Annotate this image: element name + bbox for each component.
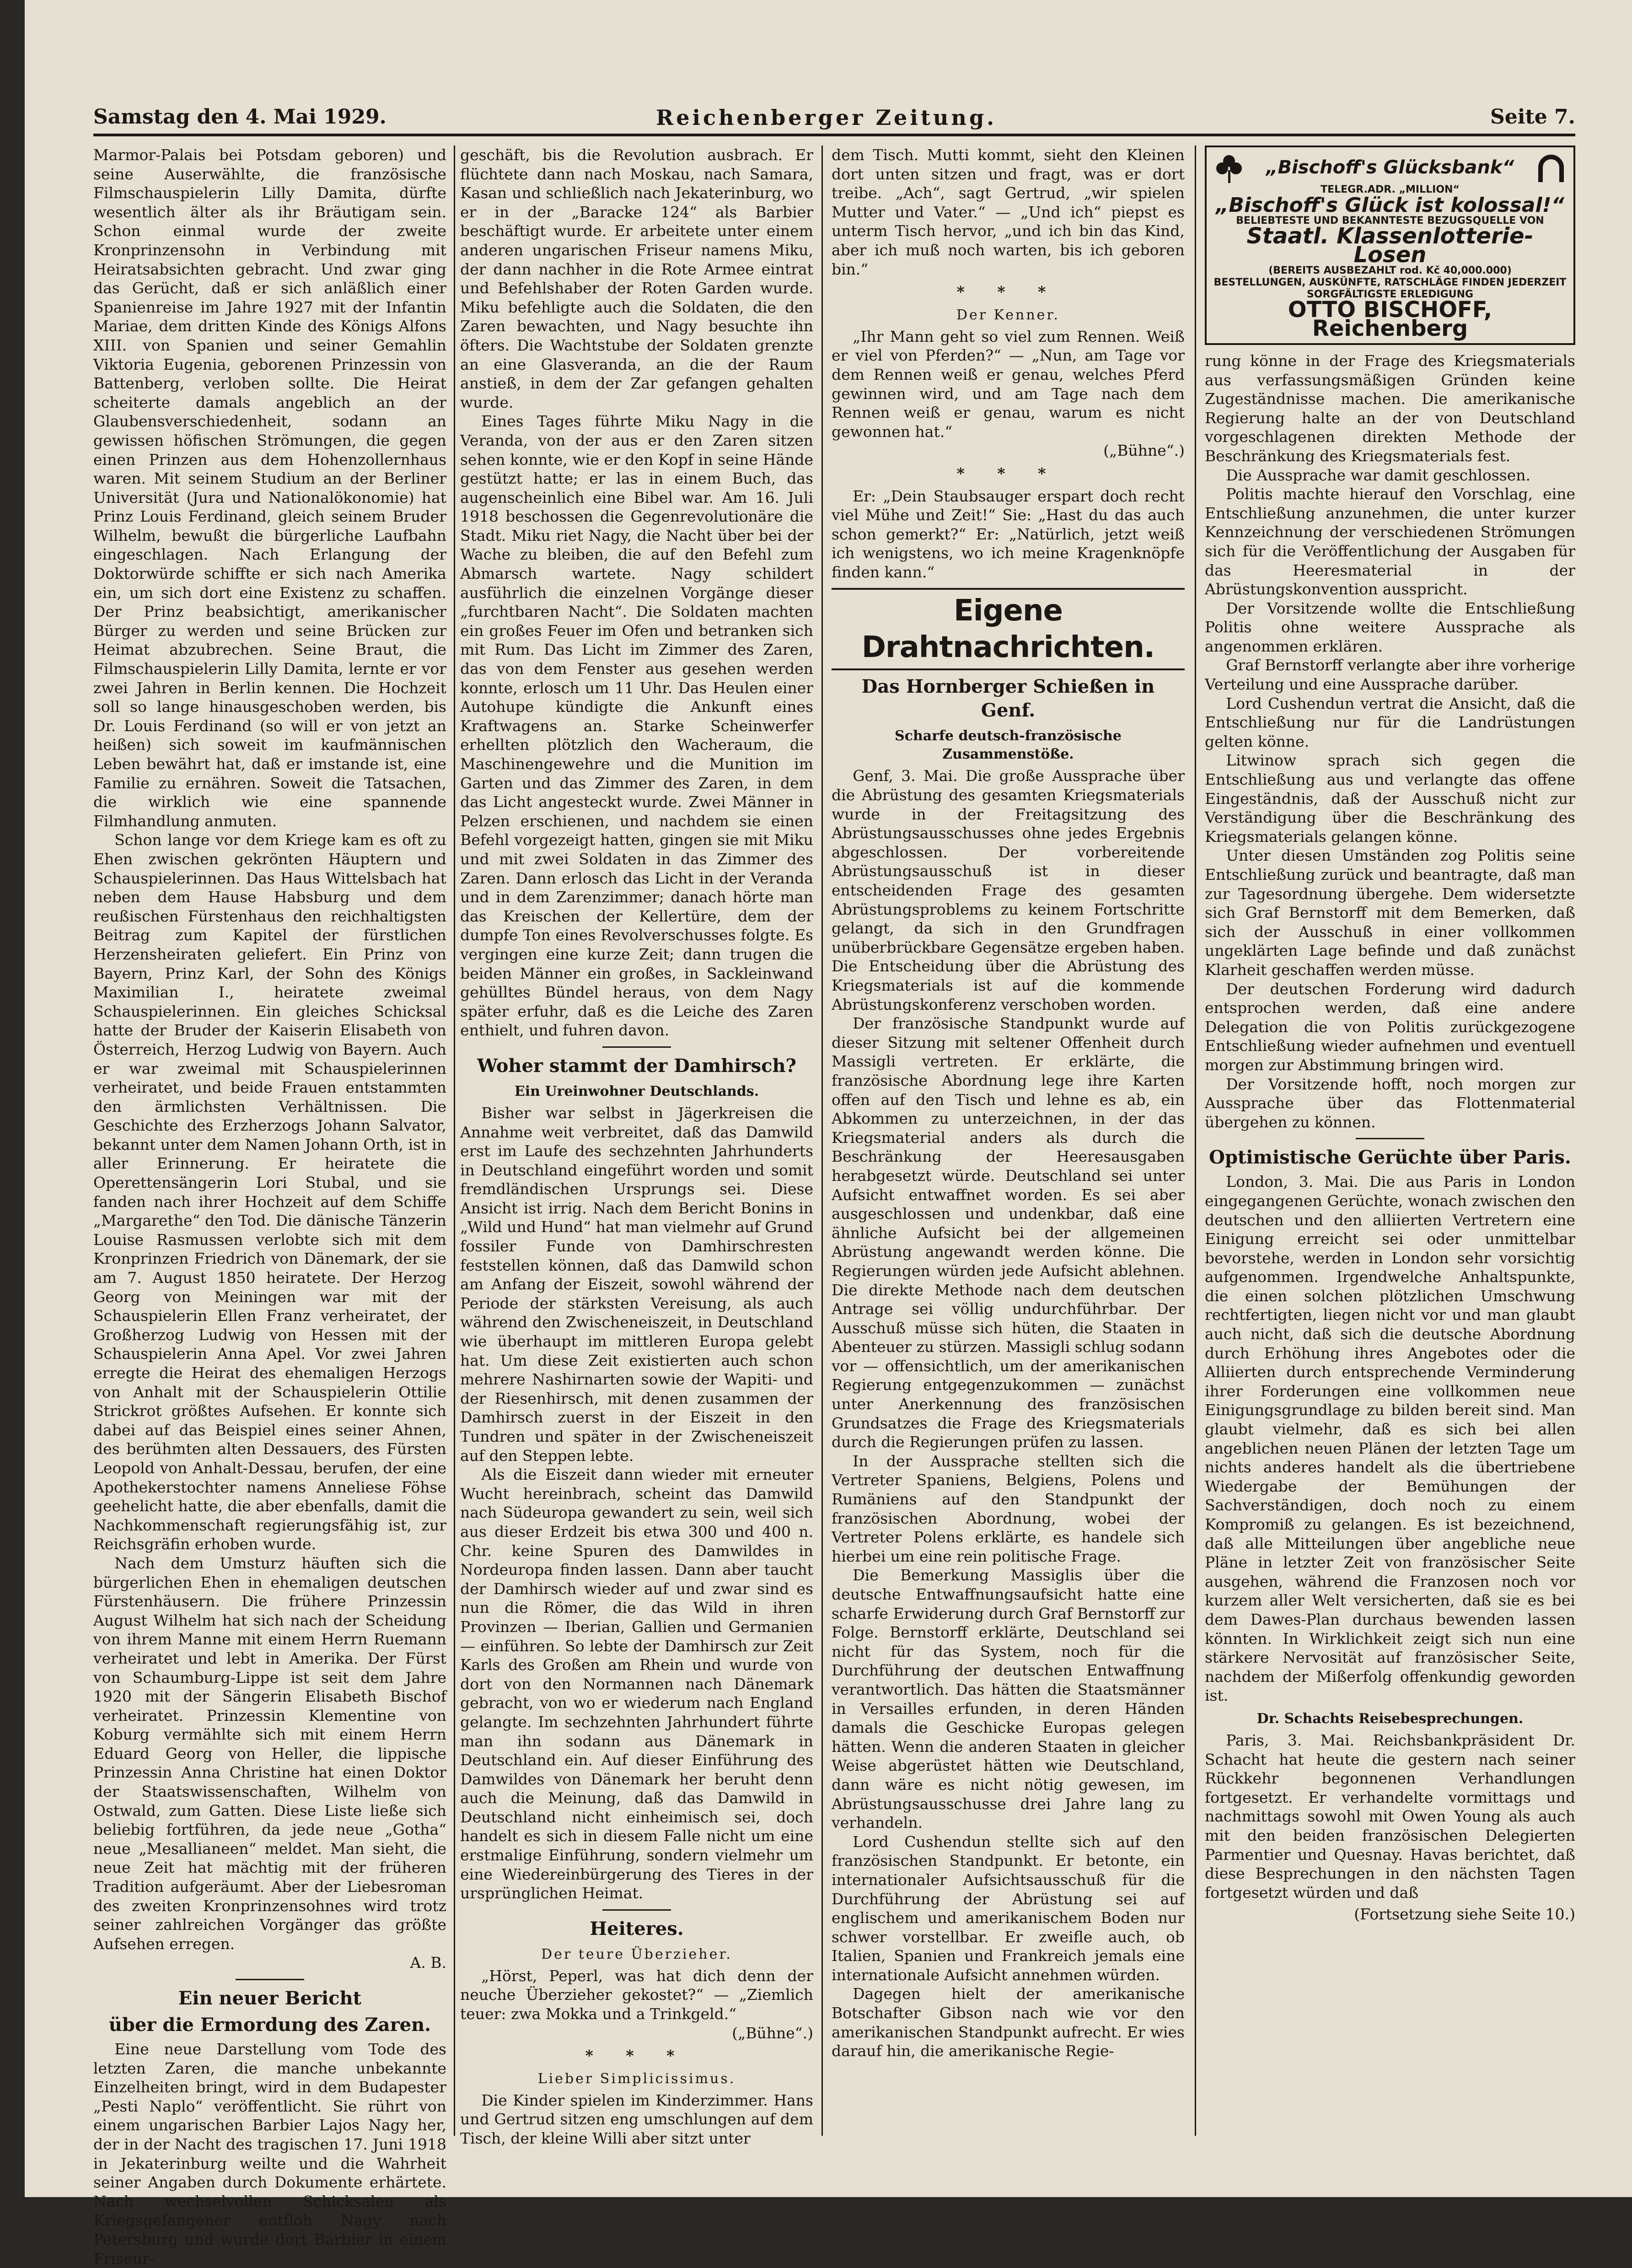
article-paragraph: Als die Eiszeit dann wieder mit erneuter Wucht hereinbrach, scheint das Damwild nach Südeuropa gewandert zu sein, weil sich aus dieser Erdzeit bis etwa 300 und 400 n. Chr. keine Spuren des Damwildes in Nordeuropa finden lassen. Dann aber taucht der Damhirsch wieder auf und zwar sind es nun die Römer, die das Wild in ihren Provinzen — Iberian, Gallien und Germanien — einführen. So lebte der Damhirsch zur Zeit Karls des Großen am Rhein und wurde von dort von den Normannen nach Dänemark gebracht, von wo er wiederum nach England gelangte. Im sechzehnten Jahrhundert führte man ihn sodann aus Dänemark in Deutschland ein. Auf dieser Einführung des Damwildes von Dänemark her beruht denn auch die Meinung, daß das Damwild in Deutschland nicht einheimisch sei, doch handelt es sich in diesem Falle nicht um eine erstmalige Einführung, sondern vielmehr um eine Wiedereinbürgerung des Tieres in der ursprünglichen Heimat. bbox=[460, 1465, 813, 1902]
article-paragraph: Er: „Dein Staubsauger erspart doch recht viel Mühe und Zeit!“ Sie: „Hast du das auch schon gemerkt?“ Er: „Natürlich, jetzt weiß ich wenigstens, wo ich meine Kragenknöpfe finden kann.“ bbox=[832, 487, 1185, 581]
article-paragraph: Graf Bernstorff verlangte aber ihre vorherige Verteilung und eine Aussprache darüber. bbox=[1205, 656, 1575, 694]
article-paragraph: rung könne in der Frage des Kriegsmaterials aus verfassungsmäßigen Gründen keine Zugeständnisse machen. Die amerikanische Regierung halte an der von Deutschland vorgeschlagenen direkten Methode der Beschränkung des Kriegsmaterials fest. bbox=[1205, 351, 1575, 465]
ad-text: BELIEBTESTE UND BEKANNTESTE BEZUGSQUELLE VON bbox=[1236, 215, 1544, 226]
article-paragraph: Nach dem Umsturz häuften sich die bürgerlichen Ehen in ehemaligen deutschen Fürstenhäusern. Die frühere Prinzessin August Wilhelm hat sich nach der Scheidung von ihrem Manne mit einem Herrn Ruemann verheiratet und lebt in Amerika. Der Fürst von Schaumburg-Lippe ist seit dem Jahre 1920 mit der Sängerin Elisabeth Bischof verheiratet. Prinzessin Klementine von Koburg vermählte sich mit einem Herrn Eduard Georg von Heller, die lippische Prinzessin Anna Christine hat einen Doktor der Staatswissenschaften, Wilhelm von Ostwald, zum Gatten. Diese Liste ließe sich beliebig fortführen, da jede neue „Gotha“ neue „Mesallianeen“ meldet. Man sieht, die neue Zeit hat mächtig mit der früheren Tradition aufgeräumt. Aber der Liebesroman des zweiten Kronprinzensohnes wird trotz seiner zahlreichen Vorgänger das größte Aufsehen erregen. bbox=[93, 1554, 446, 1953]
issue-date: Samstag den 4. Mai 1929. bbox=[93, 105, 387, 129]
source-credit: („Bühne“.) bbox=[1103, 442, 1185, 460]
article-headline: Das Hornberger Schießen in Genf. bbox=[861, 676, 1155, 722]
masthead bbox=[93, 105, 1575, 133]
article-subheadline: Dr. Schachts Reisebesprechungen. bbox=[1256, 1710, 1524, 1727]
ad-product: Staatl. Klassenlotterie-Losen bbox=[1246, 223, 1534, 268]
article-paragraph: Der deutschen Forderung wird dadurch entsprochen werden, daß eine andere Delegation die von Politis zurückgezogene Entschließung wieder aufnehmen und eventuell morgen zur Abstimmung bringen wird. bbox=[1205, 980, 1575, 1074]
article-paragraph: Die Kinder spielen im Kinderzimmer. Hans und Gertrud sitzen eng umschlungen auf dem Tisch, der kleine Willi aber sitzt unter bbox=[460, 2091, 813, 2147]
article-paragraph: Litwinow sprach sich gegen die Entschließung aus und verlangte das offene Eingeständnis, daß der Ausschuß nicht zur Verständigung über die Beschränkung des Kriegsmaterials gelangen könne. bbox=[1205, 751, 1575, 846]
article-paragraph: Der französische Standpunkt wurde auf dieser Sitzung mit seltener Offenheit durch Massigli vertreten. Er erklärte, die französische Abordnung lege ihre Karten offen auf den Tisch und lehne es ab, ein Abkommen zu unterzeichnen, in der das Kriegsmaterial anders als durch die Beschränkung der Heeresausgaben herabgesetzt würde. Deutschland sei unter Aufsicht entwaffnet worden. Es sei aber ausgeschlossen und undenkbar, daß eine ähnliche Aufsicht bei der allgemeinen Abrüstung angewandt werden könne. Die Regierungen würden jede Aufsicht ablehnen. Die direkte Methode nach dem deutschen Antrage sei völlig undurchführbar. Der Ausschuß müsse sich hüten, die Staaten in Abenteuer zu stürzen. Massigli schlug sodann vor — offensichtlich, um der amerikanischen Regierung entgegenzukommen — zunächst unter Anerkennung des französischen Grundsatzes die Frage des Kriegsmaterials durch die Regierungen prüfen zu lassen. bbox=[832, 1014, 1185, 1451]
article-paragraph: Dagegen hielt der amerikanische Botschafter Gibson nach wie vor den amerikanischen Standpunkt aufrecht. Er wies darauf hin, die amerikanische Regie- bbox=[832, 1985, 1185, 2060]
page-number: Seite 7. bbox=[1490, 105, 1575, 129]
article-subheadline: Scharfe deutsch-französische Zusammenstöße. bbox=[895, 728, 1122, 763]
article-paragraph: Bisher war selbst in Jägerkreisen die Annahme weit verbreitet, daß das Damwild erst im Laufe des sechzehnten Jahrhunderts in Deutschland eingeführt worden und somit fremdländischen Ursprungs sei. Diese Ansicht ist irrig. Nach dem Bericht Bonins in „Wild und Hund“ hat man vielmehr auf Grund fossiler Funde von Damhirschresten feststellen können, daß das Damwild schon am Anfang der Eiszeit, sowohl während der Periode der stärksten Vereisung, als auch während den Zwischeneiszeit, in Deutschland wie überhaupt im mittleren Europa gelebt hat. Um diese Zeit existierten auch schon mehrere Nashirnarten sowie der Wapiti- und der Riesenhirsch, mit denen zusammen der Damhirsch zuerst in der Eiszeit in den Tundren und später in der Zwischeneiszeit auf den Steppen lebte. bbox=[460, 1104, 813, 1465]
separator-stars: * * * bbox=[585, 2047, 688, 2065]
article-paragraph: Politis machte hierauf den Vorschlag, eine Entschließung anzunehmen, die unter kurzer Kennzeichnung der verschiedenen Strömungen sich für die Veröffentlichung der Ausgaben für das Heeresmaterial in der Abrüstungskonvention ausspricht. bbox=[1205, 485, 1575, 598]
continuation-note: (Fortsetzung siehe Seite 10.) bbox=[1354, 1905, 1575, 1923]
article-paragraph: Eine neue Darstellung vom Tode des letzten Zaren, die manche unbekannte Einzelheiten bringt, wird in dem Budapester „Pesti Naplo“ veröffentlicht. Sie rührt von einem ungarischen Barbier Lajos Nagy her, der in der Nacht des tragischen 17. Juni 1918 in Jekaterinburg weilte und die Wahrheit seiner Angaben durch Dokumente erhärtete. Nach wechselvollen Schicksalen als Kriegsgefangener entfloh Nagy nach Petersburg und wurde dort Barbier in einem Friseur- bbox=[93, 2040, 446, 2268]
masthead-rule bbox=[93, 134, 1575, 136]
column-1 bbox=[93, 145, 446, 2268]
article-paragraph: Der Vorsitzende hofft, noch morgen zur Aussprache über das Flottenmaterial übergehen zu können. bbox=[1205, 1075, 1575, 1131]
ad-company: OTTO BISCHOFF, Reichenberg bbox=[1288, 296, 1492, 342]
section-banner: Eigene Drahtnachrichten. bbox=[832, 588, 1185, 670]
ad-slogan: „Bischoff's Glück ist kolossal!“ bbox=[1216, 194, 1564, 217]
source-credit: („Bühne“.) bbox=[732, 2024, 813, 2042]
section-divider bbox=[1356, 1138, 1424, 1139]
section-headline: Heiteres. bbox=[590, 1918, 684, 1939]
ad-text: (BEREITS AUSBEZAHLT rod. Kč 40,000.000) bbox=[1268, 264, 1512, 276]
column-4 bbox=[1205, 145, 1575, 2136]
section-divider bbox=[236, 1979, 304, 1980]
article-paragraph: Paris, 3. Mai. Reichsbankpräsident Dr. Schacht hat heute die gestern nach seiner Rückkehr begonnenen Verhandlungen fortgesetzt. Er verhandelte vormittags und nachmittags sowohl mit Owen Young als auch mit den beiden französischen Delegierten Parmentier und Quesnay. Havas berichtet, daß diese Besprechungen in den nächsten Tagen fortgesetzt würden und daß bbox=[1205, 1731, 1575, 1902]
article-paragraph: Die Aussprache war damit geschlossen. bbox=[1226, 466, 1530, 484]
section-divider bbox=[602, 1046, 671, 1048]
ad-telegram: TELEGR.ADR. „MILLION“ bbox=[1321, 184, 1460, 195]
column-rule bbox=[821, 145, 823, 2136]
newspaper-title: Reichenberger Zeitung. bbox=[656, 105, 997, 130]
anecdote-title: Lieber Simplicissimus. bbox=[537, 2070, 736, 2087]
anecdote-title: Der Kenner. bbox=[956, 307, 1060, 323]
article-paragraph: „Ihr Mann geht so viel zum Rennen. Weiß er viel von Pferden?“ — „Nun, am Tage vor dem Rennen weiß er genau, welches Pferd gewinnen wird, und am Tage nach dem Rennen weiß er genau, warum es nicht gewonnen hat.“ bbox=[832, 327, 1185, 441]
article-headline: Optimistische Gerüchte über Paris. bbox=[1209, 1147, 1571, 1169]
article-paragraph: Genf, 3. Mai. Die große Aussprache über die Abrüstung des gesamten Kriegsmaterials wurde in der Freitagsitzung des Abrüstungsausschusses ohne jedes Ergebnis abgeschlossen. Der vorbereitende Abrüstungsausschuß ist in dieser entscheidenden Frage des gesamten Abrüstungsproblems zu keinem Fortschritte gelangt, da sich in den Grundfragen unüberbrückbare Gegensätze ergeben haben. Die Entscheidung über die Abrüstung des Kriegsmaterials ist auf die kommende Abrüstungskonferenz verschoben worden. bbox=[832, 767, 1185, 1013]
separator-stars: * * * bbox=[956, 283, 1060, 301]
section-divider bbox=[602, 1909, 671, 1911]
article-subheadline: Ein Ureinwohner Deutschlands. bbox=[514, 1083, 759, 1099]
article-paragraph: Eines Tages führte Miku Nagy in die Veranda, von der aus er den Zaren sitzen sehen konnte, wie er den Kopf in seine Hände gestützt hatte; er las in einem Buch, das augenscheinlich eine Bibel war. Am 16. Juli 1918 beschossen die Gegenrevolutionäre die Stadt. Miku riet Nagy, die Nacht über bei der Wache zu bleiben, die auf den Befehl zum Abmarsch wartete. Nagy schildert ausführlich die einzelnen Vorgänge dieser „furchtbaren Nacht“. Die Soldaten machten ein großes Feuer im Ofen und betranken sich mit Rum. Das Licht im Zimmer des Zaren, das von dem Fenster aus gesehen werden konnte, erlosch um 11 Uhr. Das Heulen einer Autohupe kündigte die Ankunft eines Kraftwagens an. Starke Scheinwerfer erhellten plötzlich den Wacheraum, die Maschinengewehre und die Munition im Garten und das Zimmer des Zaren, in dem das Licht angesteckt wurde. Zwei Männer in Pelzen erschienen, und nachdem sie einen Befehl vorgezeigt hatten, gingen sie mit Miku und mit zwei Soldaten in das Zimmer des Zaren. Dann erlosch das Licht in der Veranda und in dem Zarenzimmer; danach hörte man das Kreischen der Kellertüre, dem der dumpfe Ton eines Revolverschusses folgte. Es vergingen eine kurze Zeit; dann trugen die beiden Männer ein großes, in Sackleinwand gehülltes Bündel heraus, von dem Nagy später erfuhr, daß es die Leiche des Zaren enthielt, und fuhren davon. bbox=[460, 412, 813, 1040]
article-headline: Woher stammt der Damhirsch? bbox=[477, 1055, 796, 1077]
ad-header bbox=[1213, 152, 1567, 184]
ad-text: BESTELLUNGEN, AUSKÜNFTE, RATSCHLÄGE FINDEN JEDERZEIT SORGFÄLTIGSTE ERLEDIGUNG bbox=[1213, 276, 1567, 300]
column-rule bbox=[1195, 145, 1196, 2136]
separator-stars: * * * bbox=[956, 464, 1060, 482]
lottery-advertisement bbox=[1205, 145, 1575, 345]
column-3 bbox=[832, 145, 1185, 2136]
article-paragraph: dem Tisch. Mutti kommt, sieht den Kleinen dort unten sitzen und fragt, was er dort treibe. „Ach“, sagt Gertrud, „wir spielen Mutter und Vater.“ — „Und ich“ piepst es unterm Tisch hervor, „und ich bin das Kind, aber ich muß noch warten, bis ich geboren bin.“ bbox=[832, 146, 1185, 278]
column-rule bbox=[454, 145, 455, 2136]
article-paragraph: In der Aussprache stellten sich die Vertreter Spaniens, Belgiens, Polens und Rumäniens auf den Standpunkt der französischen Abordnung, wobei der Vertreter Polens erklärte, es handele sich hierbei um eine rein politische Frage. bbox=[832, 1452, 1185, 1565]
article-paragraph: Lord Cushendun vertrat die Ansicht, daß die Entschließung nur für die Landrüstungen gelten könne. bbox=[1205, 694, 1575, 750]
article-headline: über die Ermordung des Zaren. bbox=[108, 2014, 431, 2036]
horseshoe-icon bbox=[1535, 152, 1567, 184]
article-paragraph: Lord Cushendun stellte sich auf den französischen Standpunkt. Er betonte, ein internationaler Aufsichtsausschuß für die Durchführung der Abrüstung sei auf englischem und amerikanischem Boden nur schwer vorstellbar. Er zweifle auch, ob Italien, Spanien und Frankreich jemals eine internationale Aufsicht annehmen würden. bbox=[832, 1832, 1185, 1984]
article-paragraph: Marmor-Palais bei Potsdam geboren) und seine Auserwählte, die französische Filmschauspielerin Lilly Damita, dürfte wesentlich älter als ihr Bräutigam sein. Schon einmal wurde der zweite Kronprinzensohn in Verbindung mit Heiratsabsichten gebracht. Und zwar ging das Gerücht, daß er sich anläßlich einer Spanienreise im Jahre 1927 mit der Infantin Mariae, dem dritten Kinde des Königs Alfons XIII. von Spanien und seiner Gemahlin Viktoria Eugenia, geborenen Prinzessin von Battenberg, verloben sollte. Die Heirat scheiterte damals angeblich an der Glaubensverschiedenheit, sodann an gewissen höfischen Strömungen, die gegen einen Prinzen aus dem Hohenzollernhaus waren. Mit seinem Studium an der Berliner Universität (Jura und Nationalökonomie) hat Prinz Louis Ferdinand, gleich seinem Bruder Wilhelm, bewußt die bürgerliche Laufbahn eingeschlagen. Nach Erlangung der Doktorwürde schiffte er sich nach Amerika ein, um sich dort eine Existenz zu schaffen. Der Prinz beabsichtigt, amerikanischer Bürger zu werden und seine Brücken zur Heimat abzubrechen. Seine Braut, die Filmschauspielerin Lilly Damita, lernte er vor zwei Jahren in Berlin kennen. Die Hochzeit soll so lange hinausgeschoben werden, bis Dr. Louis Ferdinand (so will er von jetzt an heißen) sich soweit im kaufmännischen Leben bewährt hat, daß er imstande ist, eine Familie zu ernähren. Soweit die Tatsachen, die wirklich wie eine spannende Filmhandlung anmuten. bbox=[93, 146, 446, 830]
newspaper-page bbox=[25, 0, 1632, 2268]
article-paragraph: Unter diesen Umständen zog Politis seine Entschließung zurück und beantragte, daß man zur Tagesordnung übergehe. Dem widersetzte sich Graf Bernstorff mit dem Bemerken, daß sich der Ausschuß in einer vollkommen ungeklärten Lage befinde und daß zunächst Klarheit geschaffen werden müsse. bbox=[1205, 846, 1575, 979]
clover-icon bbox=[1213, 152, 1245, 184]
article-paragraph: Schon lange vor dem Kriege kam es oft zu Ehen zwischen gekrönten Häuptern und Schauspielerinnen. Das Haus Wittelsbach hat neben dem Hause Habsburg und dem reußischen Fürstenhaus den reichhaltigsten Beitrag zum Kapitel der fürstlichen Herzensheiraten geliefert. Ein Prinz von Bayern, Prinz Karl, der Sohn des Königs Maximilian I., heiratete zweimal Schauspielerinnen. Ein gleiches Schicksal hatte der Bruder der Kaiserin Elisabeth von Österreich, Herzog Ludwig von Bayern. Auch er war zweimal mit Schauspielerinnen verheiratet, und beide Frauen entstammten den ärmlichsten Verhältnissen. Die Geschichte des Erzherzogs Johann Salvator, bekannt unter dem Namen Johann Orth, ist in aller Erinnerung. Er heiratete die Operettensängerin Lori Stubal, und sie fanden nach ihrer Hochzeit auf dem Schiffe „Margarethe“ den Tod. Die dänische Tänzerin Louise Rasmussen verlobte sich mit dem Kronprinzen Friedrich von Dänemark, der sie am 7. August 1850 heiratete. Der Herzog Georg von Meiningen war mit der Schauspielerin Ellen Franz verheiratet, der Großherzog Ludwig von Hessen mit der Schauspielerin Anna Apel. Vor zwei Jahren erregte die Heirat des ehemaligen Herzogs von Anhalt mit der Schauspielerin Ottilie Strickrot größtes Aufsehen. Er konnte sich dabei auf das Beispiel eines seiner Ahnen, des berühmten alten Dessauers, des Fürsten Leopold von Anhalt-Dessau, berufen, der eine Apothekerstochter namens Anneliese Föhse geehelicht hatte, die aber ebenfalls, damit die Nachkommenschaft regierungsfähig ist, zur Reichsgräfin erhoben wurde. bbox=[93, 831, 446, 1553]
ad-brand: „Bischoff's Glücksbank“ bbox=[1266, 157, 1514, 178]
article-paragraph: London, 3. Mai. Die aus Paris in London eingegangenen Gerüchte, wonach zwischen den deutschen und den alliierten Vertretern eine Einigung erreicht sei oder unmittelbar bevorstehe, werden in London sehr vorsichtig aufgenommen. Irgendwelche Anhaltspunkte, die einen solchen plötzlichen Umschwung rechtfertigten, liegen nicht vor und man glaubt auch nicht, daß sich die deutsche Abordnung durch Erhöhung ihres Angebotes oder die Alliierten durch entsprechende Verminderung ihrer Forderungen eine vollkommen neue Einigungsgrundlage zu bilden bereit sind. Man glaubt vielmehr, daß es sich bei allen angeblichen neuen Plänen der letzten Tage um nichts anderes handelt als die übertriebene Wiedergabe der Bemühungen der Sachverständigen, doch noch zu einem Kompromiß zu gelangen. Es ist bezeichnend, daß alle Mitteilungen über angebliche neue Pläne in letzter Zeit von französischer Seite ausgehen, während die Franzosen noch vor kurzem aller Welt versicherten, daß sie es bei dem Dawes-Plan durchaus bewenden lassen könnten. In Wirklichkeit zeigt sich nun eine stärkere Nervosität auf französischer Seite, nachdem der Mißerfolg offenkundig geworden ist. bbox=[1205, 1173, 1575, 1705]
column-2 bbox=[460, 145, 813, 2147]
article-paragraph: Der Vorsitzende wollte die Entschließung Politis ohne weitere Aussprache als angenommen erklären. bbox=[1205, 599, 1575, 655]
article-paragraph: Die Bemerkung Massiglis über die deutsche Entwaffnungsaufsicht hatte eine scharfe Erwiderung durch Graf Bernstorff zur Folge. Bernstorff erklärte, Deutschland sei nicht für das System, noch für die Durchführung der deutschen Entwaffnung verantwortlich. Das hätten die Staatsmänner in Versailles erfunden, in deren Händen damals die Geschicke Europas gelegen hätten. Wenn die anderen Staaten in gleicher Weise abgerüstet hätten wie Deutschland, dann wäre es nicht nötig gewesen, im Abrüstungsausschusse drei Jahre lang zu verhandeln. bbox=[832, 1566, 1185, 1832]
article-paragraph: „Hörst, Peperl, was hat dich denn der neuche Überzieher gekostet?“ — „Ziemlich teuer: zwa Mokka und a Trinkgeld.“ bbox=[460, 1966, 813, 2023]
author-signature: A. B. bbox=[410, 1954, 446, 1972]
anecdote-title: Der teure Überzieher. bbox=[541, 1946, 732, 1962]
article-headline: Ein neuer Bericht bbox=[178, 1988, 362, 2009]
article-paragraph: geschäft, bis die Revolution ausbrach. Er flüchtete dann nach Moskau, nach Samara, Kasan und schließlich nach Jekaterinburg, wo er in der „Baracke 124“ als Barbier beschäftigt wurde. Er arbeitete unter einem anderen ungarischen Friseur namens Miku, der dann nachher in die Rote Armee eintrat und Befehlshaber der Roten Garden wurde. Miku befehligte auch die Soldaten, die den Zaren bewachten, und Nagy besuchte ihn öfters. Die Wachtstube der Soldaten grenzte an eine Glasveranda, an die der Raum anstieß, in dem der Zar gefangen gehalten wurde. bbox=[460, 146, 813, 411]
